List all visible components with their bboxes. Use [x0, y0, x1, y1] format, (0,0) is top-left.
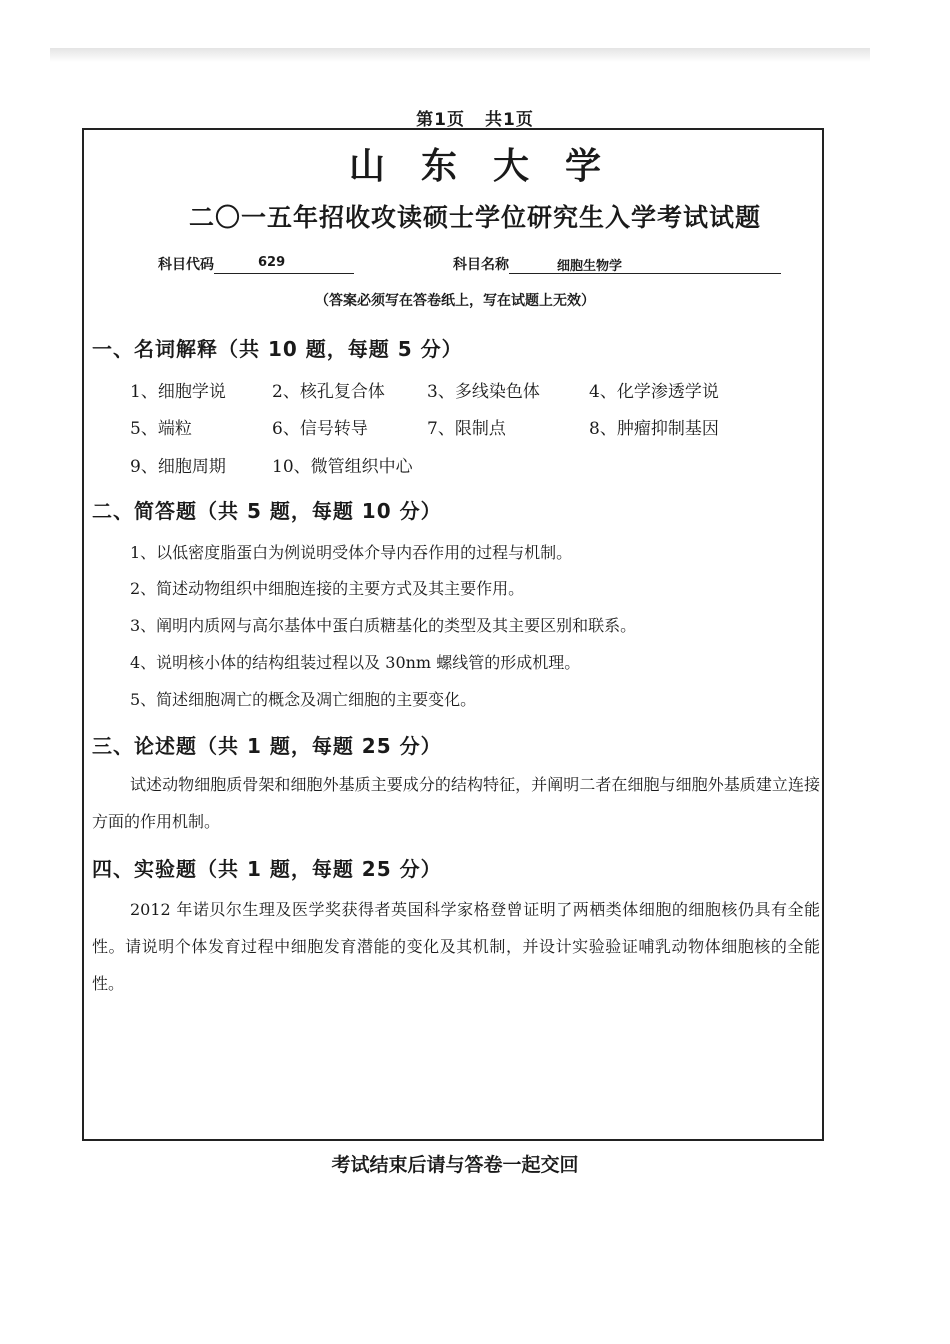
subject-name-value: 细胞生物学 — [509, 255, 781, 274]
short-answer-question: 2、简述动物组织中细胞连接的主要方式及其主要作用。 — [130, 579, 525, 598]
term-item: 1、细胞学说 — [130, 382, 226, 402]
term-item: 6、信号转导 — [272, 419, 368, 439]
term-item: 10、微管组织中心 — [272, 457, 413, 477]
section-heading-short-answer: 二、简答题（共 5 题，每题 10 分） — [92, 499, 442, 523]
experiment-question: 2012 年诺贝尔生理及医学奖获得者英国科学家格登曾证明了两栖类体细胞的细胞核仍具有全能性。请说明个体发育过程中细胞发育潜能的变化及其机制，并设计实验验证哺乳动物体细胞核的全能性。 — [92, 900, 820, 993]
section-heading-experiment: 四、实验题（共 1 题，每题 25 分） — [92, 857, 442, 881]
short-answer-question: 3、阐明内质网与高尔基体中蛋白质糖基化的类型及其主要区别和联系。 — [130, 616, 637, 635]
university-title: 山东大学 — [348, 145, 637, 187]
term-item: 4、化学渗透学说 — [589, 382, 719, 402]
scan-shadow — [50, 48, 870, 62]
term-item: 7、限制点 — [427, 419, 506, 439]
subject-code-row — [158, 254, 354, 274]
essay-question: 试述动物细胞质骨架和细胞外基质主要成分的结构特征，并阐明二者在细胞与细胞外基质建立连接方面的作用机制。 — [92, 775, 820, 831]
answer-notice: （答案必须写在答卷纸上，写在试题上无效） — [315, 293, 595, 309]
short-answer-question: 5、简述细胞凋亡的概念及凋亡细胞的主要变化。 — [130, 690, 477, 709]
short-answer-question: 1、以低密度脂蛋白为例说明受体介导内吞作用的过程与机制。 — [130, 543, 573, 562]
term-item: 9、细胞周期 — [130, 457, 226, 477]
page-indicator — [0, 105, 950, 130]
term-item: 2、核孔复合体 — [272, 382, 385, 402]
short-answer-question: 4、说明核小体的结构组装过程以及 30nm 螺线管的形成机理。 — [130, 653, 581, 672]
term-item: 3、多线染色体 — [427, 382, 540, 402]
subject-name-row — [453, 254, 781, 274]
subject-code-label: 科目代码 — [158, 257, 214, 273]
section-heading-terms: 一、名词解释（共 10 题，每题 5 分） — [92, 337, 463, 361]
subject-code-value: 629 — [214, 255, 354, 274]
term-item: 5、端粒 — [130, 419, 192, 439]
section-heading-essay: 三、论述题（共 1 题，每题 25 分） — [92, 734, 442, 758]
footer-instruction: 考试结束后请与答卷一起交回 — [331, 1154, 579, 1176]
exam-title: 二〇一五年招收攻读硕士学位研究生入学考试试题 — [188, 203, 761, 232]
subject-name-label: 科目名称 — [453, 257, 509, 273]
page-total: 共1页 — [485, 110, 534, 130]
page-number: 第1页 — [416, 110, 465, 130]
term-item: 8、肿瘤抑制基因 — [589, 419, 719, 439]
